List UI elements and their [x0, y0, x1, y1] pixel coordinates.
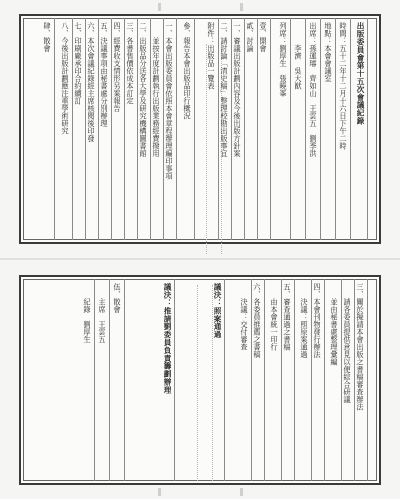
- text-column: 主席 王雲五: [98, 283, 107, 343]
- text-column: 七、印刷廠承印合約續訂: [74, 22, 83, 105]
- text-column: 參、報告本會出版品印行概況: [183, 22, 192, 120]
- top-page: [19, 14, 381, 244]
- column-rule: [311, 279, 312, 481]
- text-column: 五、審查通過之書稿: [283, 283, 292, 351]
- text-column: 議決：推請劉委員負責籌劃辦理: [163, 283, 172, 394]
- text-column: 地點：本會會議室: [324, 22, 333, 82]
- text-column: 附件：出版品一覽表: [207, 22, 216, 90]
- text-column: 並由秘書處整理彙編: [330, 283, 339, 366]
- text-column: 二、出版品分送各大學及研究機構圖書館: [139, 22, 148, 157]
- text-column: 貳、討論: [246, 22, 255, 52]
- column-rule: [111, 18, 112, 240]
- text-column: 請各委員提供意見以便綜合研議: [343, 283, 352, 403]
- column-rule: [367, 279, 368, 481]
- text-column: 伍、散會: [113, 283, 122, 313]
- binding-hole: [158, 488, 161, 496]
- column-rule: [281, 279, 282, 481]
- column-rule: [94, 279, 95, 481]
- text-column: 五、決議事項由秘書處分別辦理: [100, 22, 109, 127]
- text-column: 決議：交付審查: [240, 283, 249, 351]
- binding-hole: [240, 488, 243, 496]
- column-rule: [85, 18, 86, 240]
- column-rule: [109, 279, 110, 481]
- binding-hole: [158, 3, 161, 11]
- text-column: 肆、散會: [43, 22, 52, 52]
- column-rule: [290, 18, 291, 240]
- column-rule: [367, 18, 368, 240]
- column-rule: [150, 18, 151, 240]
- column-rule: [72, 18, 73, 240]
- column-rule: [124, 279, 125, 481]
- text-column: 四、經費收支情形另案報告: [113, 22, 122, 112]
- column-rule: [244, 18, 245, 240]
- column-rule: [324, 279, 325, 481]
- text-column: 出席：孫運璿 齊如山 王雲五 劉季洪: [309, 22, 318, 157]
- column-rule: [251, 279, 252, 481]
- column-rule: [257, 18, 258, 240]
- text-column: 出版委員會第十五次會議紀錄: [356, 22, 365, 125]
- text-column: 六、各委員推薦之書稿: [253, 283, 262, 358]
- text-column: 六、本次會議紀錄經主席核閱後印發: [87, 22, 96, 142]
- column-rule: [194, 18, 195, 240]
- column-rule: [98, 18, 99, 240]
- text-column: 四、本會刊物發行辦法: [313, 283, 322, 358]
- column-rule: [320, 18, 321, 240]
- text-column: 一、審議出版計劃內容及今後出版方針案: [233, 22, 242, 157]
- column-rule: [231, 18, 232, 240]
- text-column: 由本會統一印行: [270, 283, 279, 351]
- text-column: 三、關於擬請本會出版之書稿審查辦法: [356, 283, 365, 411]
- column-rule: [224, 279, 225, 481]
- column-rule: [350, 18, 351, 240]
- text-column: 二、請討論「清史稿」整理校勘出版事宜: [220, 22, 229, 157]
- column-rule: [264, 279, 265, 481]
- column-rule: [176, 18, 177, 240]
- bottom-page: [19, 275, 381, 485]
- text-column: 一、本會出版委員會依照本會章程辦理編印事項: [165, 22, 174, 180]
- text-column: 議決：照案通過: [213, 283, 222, 339]
- text-column: 三、各書售價依成本訂定: [126, 22, 135, 105]
- binding-hole: [240, 3, 243, 11]
- column-rule: [335, 18, 336, 240]
- bottom-page-gutter: [197, 285, 213, 481]
- column-rule: [341, 279, 342, 481]
- column-rule: [305, 18, 306, 240]
- text-column: 時間：五十二年十二月十六日下午二時: [339, 22, 348, 150]
- column-rule: [174, 279, 175, 481]
- text-column: 決議：照原案通過: [300, 283, 309, 358]
- text-column: 列席：劉厚生 張曉峯: [279, 22, 288, 97]
- column-rule: [354, 279, 355, 481]
- column-rule: [54, 18, 55, 240]
- text-column: 李濟 吳大猷: [294, 22, 303, 90]
- text-column: 紀錄 劉厚生: [83, 283, 92, 343]
- text-column: 壹、開會: [259, 22, 268, 52]
- column-rule: [270, 18, 271, 240]
- text-column: 並按年度計劃執行出版業務經費撥用: [152, 22, 161, 157]
- column-rule: [124, 18, 125, 240]
- column-rule: [218, 18, 219, 240]
- column-rule: [294, 279, 295, 481]
- column-rule: [163, 18, 164, 240]
- text-column: 八、今後出版計劃應注重學術研究: [61, 22, 70, 135]
- page-fold: [0, 258, 400, 260]
- column-rule: [137, 18, 138, 240]
